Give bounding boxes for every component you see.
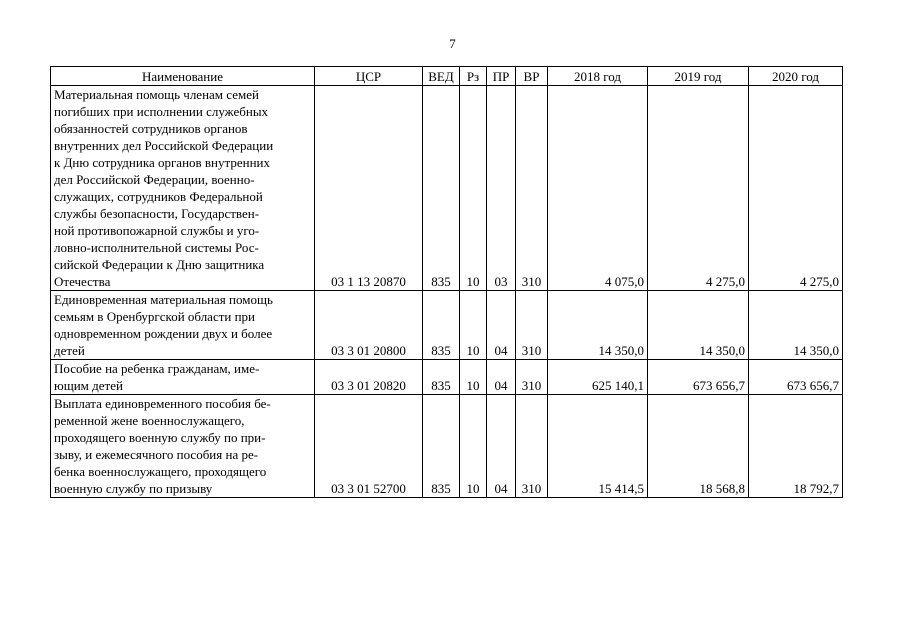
row-name-line: погибших при исполнении служебных [54, 104, 269, 119]
row-pr: 03 [487, 86, 516, 291]
page-number: 7 [449, 36, 456, 51]
row-name-line: Отечества [54, 274, 111, 289]
row-name-line: ной противопожарной службы и уго- [54, 223, 260, 238]
row-name-line: дел Российской Федерации, военно- [54, 172, 255, 187]
row-name-line: к Дню сотрудника органов внутренних [54, 155, 270, 170]
row-name-line: службы безопасности, Государствен- [54, 206, 260, 221]
row-ved: 835 [423, 86, 460, 291]
row-vr: 310 [516, 291, 548, 360]
header-pr: ПР [487, 67, 516, 86]
row-pr: 04 [487, 395, 516, 498]
row-vr: 310 [516, 395, 548, 498]
row-name-line: служащих, сотрудников Федеральной [54, 189, 263, 204]
row-2019: 14 350,0 [648, 291, 749, 360]
header-csr: ЦСР [315, 67, 423, 86]
row-csr: 03 1 13 20870 [315, 86, 423, 291]
row-2018: 15 414,5 [548, 395, 648, 498]
row-name-line: военную службу по призыву [54, 481, 213, 496]
row-name-line: ющим детей [54, 378, 123, 393]
row-name-line: сийской Федерации к Дню защитника [54, 257, 265, 272]
row-vr: 310 [516, 360, 548, 395]
row-2019: 18 568,8 [648, 395, 749, 498]
row-rz: 10 [460, 86, 487, 291]
row-name-line: семьям в Оренбургской области при [54, 309, 256, 324]
row-name-cell [51, 395, 315, 498]
row-2018: 4 075,0 [548, 86, 648, 291]
row-2018: 14 350,0 [548, 291, 648, 360]
table-row [51, 86, 843, 291]
row-csr: 03 3 01 20800 [315, 291, 423, 360]
header-2019: 2019 год [648, 67, 749, 86]
header-ved: ВЕД [423, 67, 460, 86]
row-rz: 10 [460, 360, 487, 395]
row-pr: 04 [487, 291, 516, 360]
row-name-line: Выплата единовременного пособия бе- [54, 396, 271, 411]
header-vr: ВР [516, 67, 548, 86]
row-2019: 673 656,7 [648, 360, 749, 395]
row-name-line: проходящего военную службу по при- [54, 430, 266, 445]
row-name-cell [51, 360, 315, 395]
row-rz: 10 [460, 395, 487, 498]
row-2019: 4 275,0 [648, 86, 749, 291]
table-row [51, 360, 843, 395]
row-2020: 14 350,0 [749, 291, 843, 360]
row-name-line: зыву, и ежемесячного пособия на ре- [54, 447, 259, 462]
row-name-cell [51, 86, 315, 291]
table-row [51, 395, 843, 498]
row-ved: 835 [423, 395, 460, 498]
row-name-line: ловно-исполнительной системы Рос- [54, 240, 259, 255]
row-name-line: одновременном рождении двух и более [54, 326, 273, 341]
row-name-cell [51, 291, 315, 360]
row-name-line: детей [54, 343, 85, 358]
row-2018: 625 140,1 [548, 360, 648, 395]
row-pr: 04 [487, 360, 516, 395]
header-name: Наименование [51, 67, 315, 86]
budget-table [50, 66, 843, 498]
row-2020: 4 275,0 [749, 86, 843, 291]
row-rz: 10 [460, 291, 487, 360]
header-row [51, 67, 843, 86]
header-rz: Рз [460, 67, 487, 86]
header-2018: 2018 год [548, 67, 648, 86]
row-ved: 835 [423, 360, 460, 395]
row-name-line: Материальная помощь членам семей [54, 87, 259, 102]
row-csr: 03 3 01 52700 [315, 395, 423, 498]
row-vr: 310 [516, 86, 548, 291]
header-2020: 2020 год [749, 67, 843, 86]
row-name-line: Единовременная материальная помощь [54, 292, 273, 307]
row-name-line: внутренних дел Российской Федерации [54, 138, 274, 153]
row-ved: 835 [423, 291, 460, 360]
row-name-line: ременной жене военнослужащего, [54, 413, 245, 428]
table-row [51, 291, 843, 360]
row-name-line: Пособие на ребенка гражданам, име- [54, 361, 260, 376]
row-2020: 18 792,7 [749, 395, 843, 498]
row-name-line: обязанностей сотрудников органов [54, 121, 248, 136]
row-2020: 673 656,7 [749, 360, 843, 395]
row-name-line: бенка военнослужащего, проходящего [54, 464, 267, 479]
row-csr: 03 3 01 20820 [315, 360, 423, 395]
